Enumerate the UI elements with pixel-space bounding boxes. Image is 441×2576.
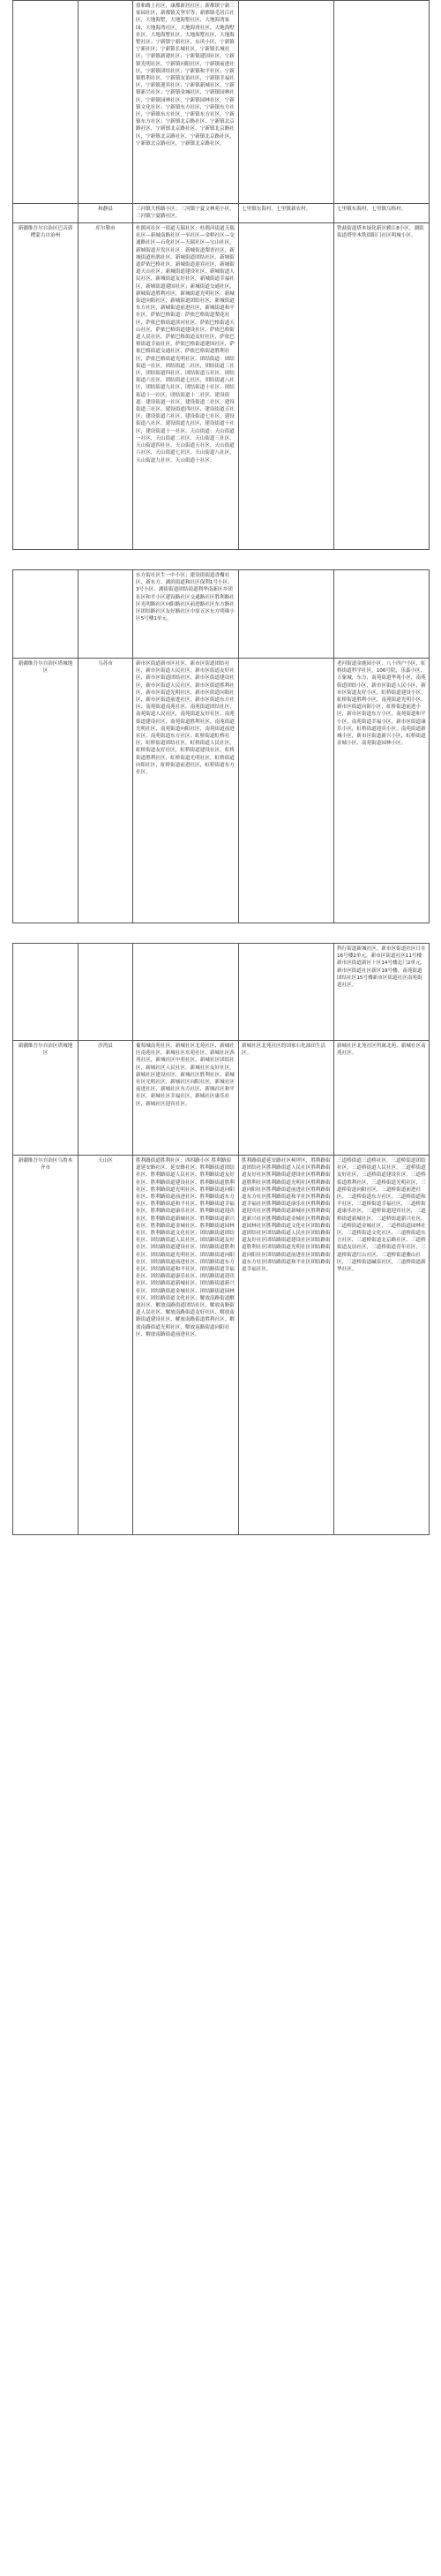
district-cell — [78, 944, 133, 1041]
area-list-cell: 胜利路街道延安路社区柯坪区，胜利路街道团结社区胜利路街道人民社区胜利路街道友好社区胜利路街道建设社区胜利路街道胜利社区胜利路街道光明社区胜利路街道向阳社区胜利路街道前进社区胜利路街道东方社区胜利路街道和平社区胜利路街道幸福社区胜利路街道康乐社区胜利路街道迎宾社区胜利路街道新城社区胜利路街道新兴社区胜利路街道金城社区胜利路街道园林社区胜利路街道文化社区团结路街道团结社区团结路街道人民社区团结路街道友好社区团结路街道建设社区团结路街道胜利社区团结路街道光明社区团结路街道向阳社区团结路街道前进社区团结路街道东方社区团结路街道和平社区团结路街道幸福社区。 — [239, 1156, 334, 1535]
risk-area-table-middle — [12, 569, 430, 923]
area-list-cell — [334, 1, 430, 204]
area-list-cell — [239, 223, 334, 550]
page-gap — [12, 923, 429, 943]
table-row — [13, 944, 430, 1041]
region-cell — [13, 204, 78, 223]
table-row — [13, 1041, 430, 1156]
table-row — [13, 1156, 430, 1535]
area-list-cell — [239, 570, 334, 659]
region-cell — [13, 570, 78, 659]
district-cell: 沙湾县 — [78, 1041, 133, 1156]
area-list-cell — [239, 1, 334, 204]
area-list-cell — [133, 944, 239, 1041]
area-list-cell: 七里镇东海村，七里镇乌格村。 — [334, 204, 430, 223]
region-cell: 新疆维吾尔自治区巴音郭楞蒙古自治州 — [13, 223, 78, 550]
area-list-cell: 新市区街道新市区社区，新市区街道团结社区，新市区街道人民社区，新市区街道友好社区，新市区街道团结社区，新市区街道建设社区，新市区街道人民社区，新市区街道胜利社区，新市区街道光明社区，新市区街道向阳社区，新市区街道前进社区，新市区街道东方社区；南苑街道南苑社区，南苑街道团结社区，南苑街道人民社区，南苑街道友好社区，南苑街道建设社区，南苑街道胜利社区，南苑街道光明社区，南苑街道向阳社区，南苑街道前进社区，南苑街道东方社区；虹桥街道虹桥社区，虹桥街道团结社区，虹桥街道人民社区，虹桥街道友好社区，虹桥街道建设社区，虹桥街道胜利社区，虹桥街道光明社区，虹桥街道向阳社区，虹桥街道前进社区，虹桥街道东方社区。 — [133, 659, 239, 923]
table-row — [13, 223, 430, 550]
region-cell: 新疆维吾尔自治区塔城地区 — [13, 659, 78, 923]
district-cell: 和静县 — [78, 204, 133, 223]
area-list-cell: 三河镇大桥路小区；三河镇宁夏文林苑小区，三河镇宁夏路社区。 — [133, 204, 239, 223]
table-row — [13, 1, 430, 204]
area-list-cell: 新城社区北苑社区所属北苑、新城社区南苑社区。 — [334, 1041, 430, 1156]
risk-area-table-bottom — [12, 943, 430, 1535]
district-cell: 天山区 — [78, 1156, 133, 1535]
district-cell: 乌苏市 — [78, 659, 133, 923]
table-row — [13, 570, 430, 659]
area-list-cell: 东方街社区生一中小区；建设街街道香榭社区、新东方、湖滨街道和社区保利1号小区、3号小区、湖街街道团结街道利华南新区乡团社区和平小区建设路社区交通路社区胜利路社区光明路社区向阳路社区前进路社区东方路社区团结路社区友好路社区中原五区东方明珠小区5号楼1单元。 — [133, 570, 239, 659]
page-gap — [12, 550, 429, 569]
area-list-cell — [334, 570, 430, 659]
district-cell — [78, 570, 133, 659]
area-list-cell: 老河街道金鹿园小区，八十四户小区，虹桥街道科学社区，106号院，乐嘉小区，万象城，东方，南苑街道华苑小区，南苑街道团结小区，新市区街道人民小区，新市区街道友好小区，虹桥街道建设小区，虹桥街道胜利小区，南苑街道光明小区，新市区街道向阳小区，虹桥街道前进小区，新市区街道东方小区，南苑街道和平小区，南苑街道幸福小区，新市区街道康乐小区，虹桥街道迎宾小区，南苑街道新城小区，新市区街道新兴小区，虹桥街道金城小区，南苑街道园林小区。 — [334, 659, 430, 923]
region-cell: 新疆维吾尔自治区塔城地区 — [13, 1041, 78, 1156]
area-list-cell — [239, 659, 334, 923]
area-list-cell: 新城社区北苑社区的国家石化油田生活区。 — [239, 1041, 334, 1156]
area-list-cell: 葡萄城南苑社区，新城社区北苑社区，新城社区南苑社区，新城社区东苑社区，新城社区西苑社区，新城社区中苑社区，新城社区团结社区，新城社区人民社区，新城社区友好社区，新城社区建设社区，新城社区胜利社区，新城社区光明社区，新城社区向阳社区，新城社区前进社区，新城社区东方社区，新城社区和平社区，新城社区幸福社区，新城社区康乐社区，新城社区迎宾社区。 — [133, 1041, 239, 1156]
area-list-cell: 胜利路街道胜利社区：西四路小区 胜利路街道延安路社区、延安路社区、胜利路街道团结社区、胜利路街道人民社区、胜利路街道友好社区、胜利路街道建设社区、胜利路街道胜利社区、胜利路街道光明社区、胜利路街道向阳社区、胜利路街道前进社区、胜利路街道东方社区、胜利路街道和平社区、胜利路街道幸福社区、胜利路街道康乐社区、胜利路街道迎宾社区、胜利路街道新城社区、胜利路街道新兴社区、胜利路街道金城社区、胜利路街道园林社区、胜利路街道文化社区；团结路街道团结社区、团结路街道人民社区、团结路街道友好社区、团结路街道建设社区、团结路街道胜利社区、团结路街道光明社区、团结路街道向阳社区、团结路街道前进社区、团结路街道东方社区、团结路街道和平社区、团结路街道幸福社区、团结路街道康乐社区、团结路街道迎宾社区、团结路街道新城社区、团结路街道新兴社区、团结路街道金城社区、团结路街道园林社区、团结路街道文化社区；解放南路街道解放社区、解放南路街道团结社区、解放南路街道人民社区、解放南路街道友好社区、解放南路街道建设社区、解放南路街道胜利社区、解放南路街道光明社区、解放南路街道向阳社区、解放南路街道前进社区。 — [133, 1156, 239, 1535]
area-list-cell — [239, 944, 334, 1041]
region-cell — [13, 944, 78, 1041]
area-list-cell: 值和路上社区，康都新居社区；新都镇宁新三家园社区，新都镇关坚军等；新都镇毛居江社区，大地海墅，大地海墅社区，大地海湾家园，大地海湾社区，大地海湾社区，大地海墅社区，大地海墅社区，大地海墅社区，大地海墅社区；宁新镇宁新社区，东风小区，宁新镇宁新社区；宁新镇长城社区，宁新镇长城社区；宁新镇新建社区；宁新镇建国社区，宁新镇光明社区，宁新镇向阳社区，宁新镇前进社区，宁新镇团结社区；宁新镇和平社区；宁新镇胜利社区，宁新镇友谊社区，宁新镇幸福社区，宁新镇迎宾社区，宁新镇新城社区，宁新镇新兴社区；宁新镇金城社区，宁新镇园林社区，宁新镇园林社区，宁新镇园林社区，宁新镇文化社区；宁新镇东方社区，宁新镇东方社区，宁新镇东方社区，宁新镇东方社区，宁新镇东方社区；宁新镇北京路社区，宁新镇北京路社区，宁新镇北京路社区，宁新镇北京路社区，宁新镇北京路社区，宁新镇北京路社区，宁新镇北京路社区，宁新镇北京路社区。 — [133, 1, 239, 204]
area-list-cell: 七里镇东海村，七里镇新农村。 — [239, 204, 334, 223]
document-page — [12, 0, 429, 2576]
table-row — [13, 204, 430, 223]
region-cell — [13, 1, 78, 204]
region-cell: 新疆维吾尔自治区乌鲁木齐市 — [13, 1156, 78, 1535]
area-list-cell: 三道桥街道三道桥社区，三道桥街道团结社区，三道桥街道人民社区，三道桥街道友好社区，三道桥街道建设社区，三道桥街道胜利社区，三道桥街道光明社区，三道桥街道向阳社区，三道桥街道前进社区，三道桥街道东方社区，三道桥街道和平社区，三道桥街道幸福社区，三道桥街道康乐社区，三道桥街道迎宾社区，三道桥街道新城社区，三道桥街道新兴社区，三道桥街道金城社区，三道桥街道园林社区，三道桥街道文化社区，三道桥街道东方社区，三道桥街道北京路社区，三道桥街道友谊社区，三道桥街道青年社区，三道桥街道红山社区，三道桥街道雅山社区，三道桥街道碱泉社区，三道桥街道新华社区。 — [334, 1156, 430, 1535]
table-row — [13, 659, 430, 923]
risk-area-table-top — [12, 0, 430, 550]
area-list-cell: 铁歧街道塔木绿化新区雅江8小区，湖街街道塔里木铁街阳门社区明城小区。 — [334, 223, 430, 550]
area-list-cell: 科行街道新城社区，新市区街道社区日在16号楼2单元，新市区街道社区11号楼新市区街道新区十区14号楼北门2单元，新市区街道社区新区19号楼，南苑街道团结社区15号楼新市区街道社区南苑街道社区。 — [334, 944, 430, 1041]
area-list-cell: 杜鹃河社区一街道天瑞社区；杜鹃河街道天瑞社区—新城南路社区一至社区—金桥社区—交通路社区—石化社区—天瑞社区—宝山社区。新城街道开发区社区：新城街道梨香社区，新城街道杜鹃社区，新城街道团结社区，新城街道萨依巴格社区，新城街道迎宾社区，新城街道天山社区；新城街道建设社区，新城街道人民社区，新城街道友好社区，新城街道幸福社区，新城街道建国社区；新城街道交通社区，新城街道胜利社区，新城街道光明社区，新城街道向阳社区，新城街道团结社区，新城街道东方社区，新城街道前进社区，新城街道和平社区。萨依巴格街道：萨依巴格街道梨花社区，萨依巴格街道滨河社区，萨依巴格街道天山社区，萨依巴格街道建设社区，萨依巴格街道人民社区，萨依巴格街道友好社区，萨依巴格街道幸福社区，萨依巴格街道建国社区，萨依巴格街道交通社区，萨依巴格街道胜利社区，萨依巴格街道光明社区。团结街道：团结街道一社区，团结街道二社区，团结街道三社区，团结街道四社区，团结街道五社区，团结街道六社区，团结街道七社区，团结街道八社区，团结街道九社区，团结街道十社区，团结街道十一社区，团结街道十二社区。建设街道：建设街道一社区，建设街道二社区，建设街道三社区，建设街道四社区，建设街道五社区，建设街道六社区，建设街道七社区，建设街道八社区，建设街道九社区，建设街道十社区，建设街道十一社区。天山街道：天山街道一社区，天山街道二社区，天山街道三社区，天山街道四社区，天山街道五社区，天山街道六社区，天山街道七社区，天山街道八社区，天山街道九社区，天山街道十社区。 — [133, 223, 239, 550]
district-cell — [78, 1, 133, 204]
district-cell: 库尔勒市 — [78, 223, 133, 550]
